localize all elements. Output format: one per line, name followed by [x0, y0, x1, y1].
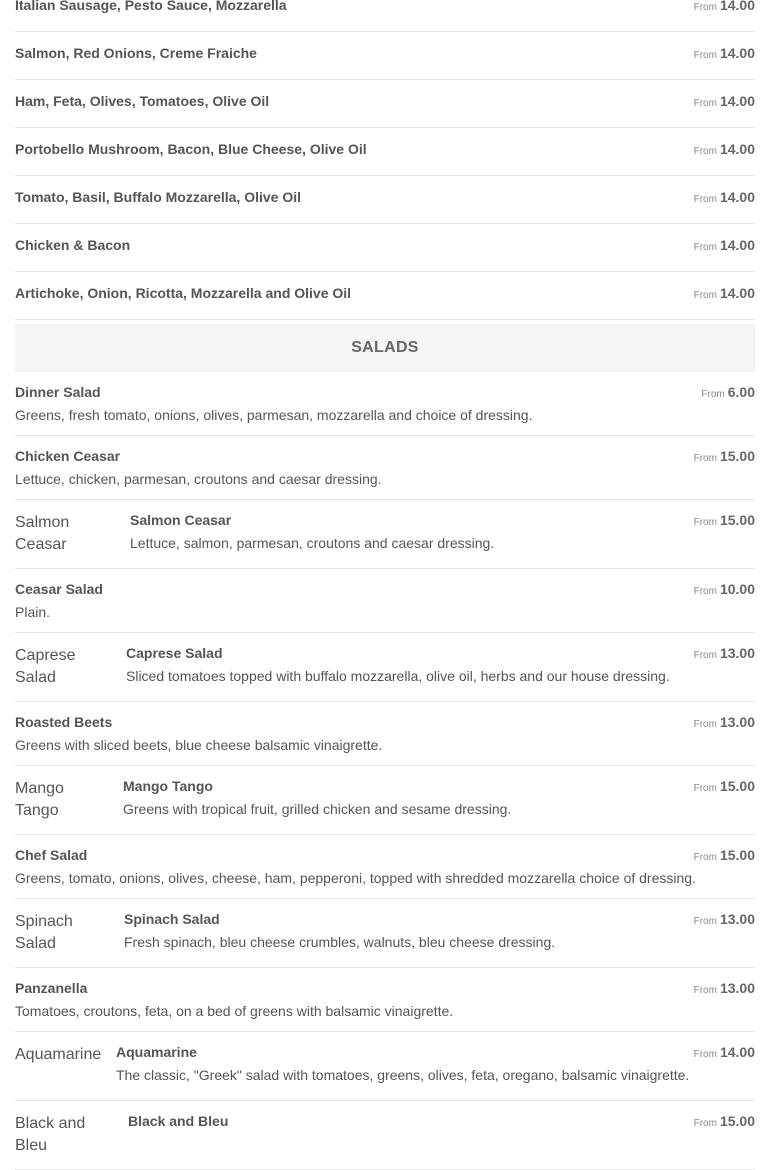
item-name: Chicken & Bacon — [15, 237, 131, 253]
price-value: 15.00 — [719, 847, 755, 863]
section-header-salads — [15, 324, 755, 372]
item-name: Italian Sausage, Pesto Sauce, Mozzarella — [15, 0, 287, 13]
menu-item[interactable] — [15, 968, 755, 1032]
item-thumbnail[interactable]: Salmon Ceasar — [15, 514, 70, 553]
menu-item[interactable] — [15, 80, 755, 128]
item-name: Ceasar Salad — [15, 581, 103, 597]
price-prefix: From — [693, 783, 717, 794]
price-value: 10.00 — [719, 581, 755, 597]
price-prefix: From — [693, 194, 717, 205]
price-prefix: From — [693, 50, 717, 61]
price — [694, 93, 755, 109]
menu-item[interactable] — [15, 0, 755, 32]
price — [694, 1044, 755, 1060]
item-name: Spinach Salad — [124, 911, 220, 927]
price — [694, 980, 755, 996]
item-description: Greens, tomato, onions, olives, cheese, ham, pepperoni, topped with shredded mozzarella choice of dressing. — [15, 870, 696, 886]
price-value: 14.00 — [719, 189, 755, 205]
price-prefix: From — [693, 985, 717, 996]
menu-item[interactable] — [15, 899, 755, 968]
price — [694, 448, 755, 464]
price-value: 13.00 — [719, 645, 755, 661]
menu-list — [15, 0, 755, 1170]
price — [694, 645, 755, 661]
price-value: 14.00 — [719, 45, 755, 61]
item-name: Salmon Ceasar — [130, 512, 232, 528]
price-prefix: From — [693, 852, 717, 863]
price-value: 13.00 — [719, 911, 755, 927]
item-thumbnail[interactable]: Caprese Salad — [15, 647, 76, 686]
menu-item[interactable] — [15, 500, 755, 569]
menu-item[interactable] — [15, 633, 755, 702]
item-name: Portobello Mushroom, Bacon, Blue Cheese, Olive Oil — [15, 141, 367, 157]
price-value: 13.00 — [719, 714, 755, 730]
item-description: Greens, fresh tomato, onions, olives, parmesan, mozzarella and choice of dressing. — [15, 407, 533, 423]
price — [694, 141, 755, 157]
price-prefix: From — [693, 650, 717, 661]
item-thumbnail[interactable]: Aquamarine — [15, 1046, 102, 1063]
item-name: Aquamarine — [116, 1044, 197, 1060]
price-prefix: From — [693, 453, 717, 464]
item-name: Ham, Feta, Olives, Tomatoes, Olive Oil — [15, 93, 270, 109]
item-name: Chicken Ceasar — [15, 448, 121, 464]
item-description: Greens with sliced beets, blue cheese balsamic vinaigrette. — [15, 737, 383, 753]
menu-item[interactable] — [15, 32, 755, 80]
price-value: 13.00 — [719, 980, 755, 996]
price-value: 14.00 — [719, 0, 755, 13]
menu-item[interactable] — [15, 569, 755, 633]
item-name: Artichoke, Onion, Ricotta, Mozzarella and Olive Oil — [15, 285, 352, 301]
menu-item[interactable] — [15, 176, 755, 224]
price — [694, 237, 755, 253]
menu-item[interactable] — [15, 128, 755, 176]
item-name: Caprese Salad — [126, 645, 223, 661]
price-prefix: From — [693, 1118, 717, 1129]
price-prefix: From — [693, 290, 717, 301]
price-prefix: From — [693, 1049, 717, 1060]
item-description: Lettuce, chicken, parmesan, croutons and caesar dressing. — [15, 471, 382, 487]
item-name: Tomato, Basil, Buffalo Mozzarella, Olive Oil — [15, 189, 302, 205]
section-title: SALADS — [351, 339, 419, 356]
pizza-list — [15, 0, 755, 320]
price-prefix: From — [693, 242, 717, 253]
price-prefix: From — [693, 146, 717, 157]
price — [694, 581, 755, 597]
price-prefix: From — [693, 98, 717, 109]
price-value: 14.00 — [719, 237, 755, 253]
price — [694, 1113, 755, 1129]
price — [694, 714, 755, 730]
item-description: Tomatoes, croutons, feta, on a bed of greens with balsamic vinaigrette. — [15, 1003, 454, 1019]
price-value: 15.00 — [719, 448, 755, 464]
menu-item[interactable] — [15, 1032, 755, 1101]
menu-item[interactable] — [15, 436, 755, 500]
price — [694, 911, 755, 927]
menu-item[interactable] — [15, 766, 755, 835]
price — [694, 189, 755, 205]
price — [701, 384, 755, 400]
item-name: Black and Bleu — [128, 1113, 229, 1129]
item-description: Sliced tomatoes topped with buffalo mozzarella, olive oil, herbs and our house dressing. — [126, 668, 670, 684]
item-name: Panzanella — [15, 980, 88, 996]
price — [694, 285, 755, 301]
item-description: Lettuce, salmon, parmesan, croutons and caesar dressing. — [130, 535, 495, 551]
item-name: Salmon, Red Onions, Creme Fraiche — [15, 45, 257, 61]
price — [694, 512, 755, 528]
price — [694, 778, 755, 794]
price-value: 14.00 — [719, 141, 755, 157]
item-name: Chef Salad — [15, 847, 88, 863]
price — [694, 0, 755, 13]
menu-item[interactable] — [15, 702, 755, 766]
item-name: Mango Tango — [123, 778, 213, 794]
price-prefix: From — [693, 517, 717, 528]
salad-list — [15, 372, 755, 1170]
price-prefix: From — [693, 916, 717, 927]
item-name: Roasted Beets — [15, 714, 113, 730]
item-description: The classic, "Greek" salad with tomatoes, greens, olives, feta, oregano, balsamic vinaigrette. — [116, 1067, 690, 1083]
menu-item[interactable] — [15, 224, 755, 272]
price — [694, 45, 755, 61]
price-value: 15.00 — [719, 778, 755, 794]
price-value: 15.00 — [719, 1113, 755, 1129]
menu-item[interactable] — [15, 372, 755, 436]
price-value: 14.00 — [719, 93, 755, 109]
price — [694, 847, 755, 863]
price-value: 6.00 — [727, 384, 755, 400]
price-prefix: From — [693, 719, 717, 730]
item-description: Greens with tropical fruit, grilled chicken and sesame dressing. — [123, 801, 512, 817]
menu-item[interactable] — [15, 835, 755, 899]
price-value: 15.00 — [719, 512, 755, 528]
price-prefix: From — [693, 2, 717, 13]
menu-item[interactable] — [15, 1101, 755, 1170]
item-thumbnail[interactable]: Spinach Salad — [15, 913, 73, 952]
price-value: 14.00 — [719, 1044, 755, 1060]
item-description: Fresh spinach, bleu cheese crumbles, walnuts, bleu cheese dressing. — [124, 934, 556, 950]
price-value: 14.00 — [719, 285, 755, 301]
item-thumbnail[interactable]: Black and Bleu — [15, 1115, 86, 1154]
item-name: Dinner Salad — [15, 384, 101, 400]
menu-item[interactable] — [15, 272, 755, 320]
item-description: Plain. — [15, 604, 51, 620]
price-prefix: From — [693, 586, 717, 597]
price-prefix: From — [701, 389, 725, 400]
item-thumbnail[interactable]: Mango Tango — [15, 780, 64, 819]
